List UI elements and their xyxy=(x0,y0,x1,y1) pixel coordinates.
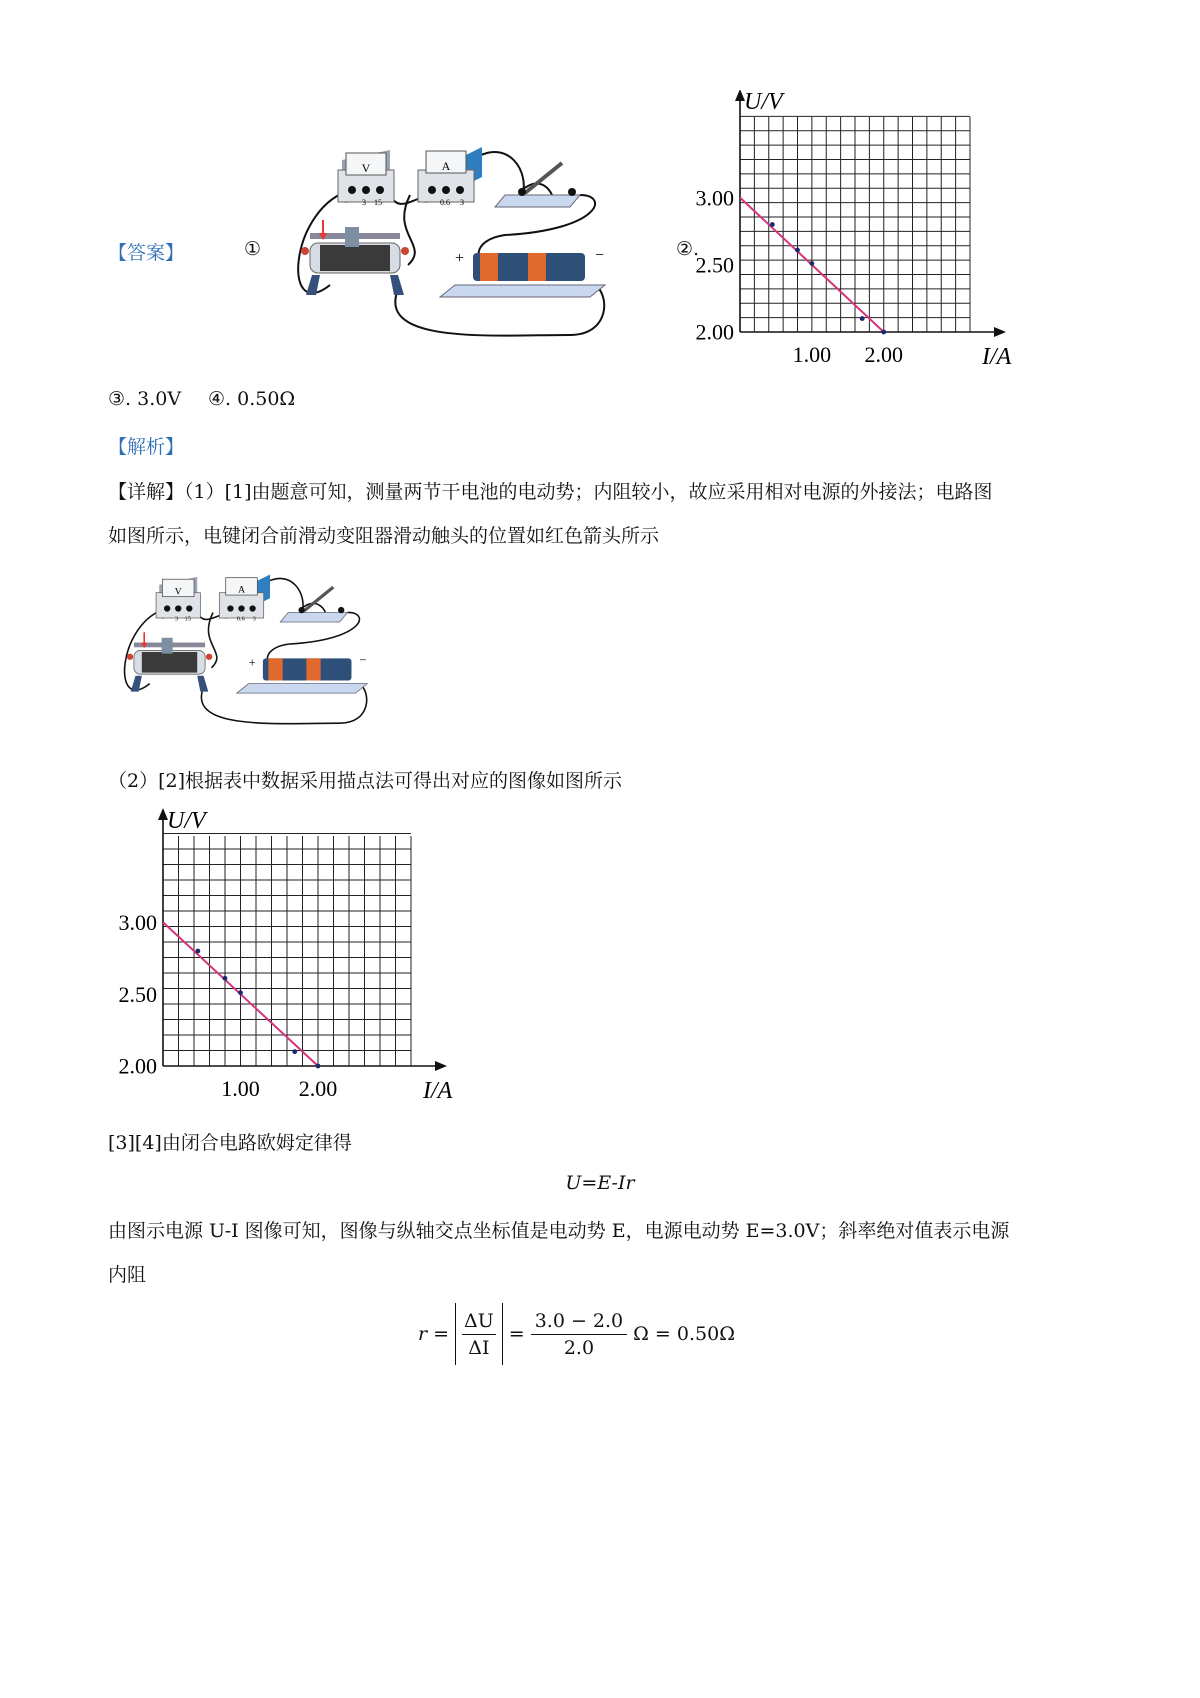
ammeter-terminal-neg-2: − xyxy=(224,615,228,623)
chart1-point-2 xyxy=(809,261,814,266)
para4-line1: 由图示电源 U-I 图像可知，图像与纵轴交点坐标值是电动势 E，电源电动势 E=3.0V；斜率绝对值表示电源 xyxy=(108,1220,1010,1242)
circuit-drawing-2 xyxy=(125,574,368,723)
circuit-drawing xyxy=(298,147,605,336)
ammeter-terminal-3: 3 xyxy=(460,198,464,207)
chart2-grid xyxy=(163,834,411,1067)
chart2-xtick-1: 2.00 xyxy=(298,1076,338,1100)
chart1-point-1 xyxy=(795,248,800,253)
formula-rest: Ω = 0.50Ω xyxy=(633,1323,735,1345)
chart2-ylabel: U/V xyxy=(167,808,206,834)
chart1-xlabel: I/A xyxy=(982,344,1012,370)
detail-label: 【详解】 xyxy=(108,481,185,503)
chart1-axes xyxy=(735,90,1006,337)
para1-line2: 如图所示，电键闭合前滑动变阻器滑动触头的位置如红色箭头所示 xyxy=(108,525,660,547)
formula-num1: ΔU xyxy=(462,1310,496,1335)
voltmeter-terminal-15: 15 xyxy=(374,198,382,207)
para4-line2: 内阻 xyxy=(108,1264,147,1286)
ui-chart-1 xyxy=(688,90,1018,370)
battery-minus-2: − xyxy=(359,652,367,667)
voltmeter-terminal-3: 3 xyxy=(362,198,366,207)
formula-den2: 2.0 xyxy=(563,1336,595,1359)
battery-plus-2: + xyxy=(248,655,256,670)
ammeter-label: A xyxy=(441,159,451,173)
battery-minus: − xyxy=(595,247,605,264)
chart2-x-arrow xyxy=(435,1061,447,1071)
ammeter-terminal-3-2: 3 xyxy=(252,615,256,623)
para3: [3][4]由闭合电路欧姆定律得 xyxy=(108,1132,352,1154)
chart1-x-arrow xyxy=(994,327,1006,337)
chart2-point-4 xyxy=(316,1064,321,1069)
formula-lhs: r = xyxy=(418,1323,450,1345)
formula-den1: ΔI xyxy=(468,1336,490,1359)
para2: （2）[2]根据表中数据采用描点法可得出对应的图像如图所示 xyxy=(108,770,623,792)
chart2-xtick-0: 1.00 xyxy=(221,1076,260,1100)
chart1-point-0 xyxy=(770,222,775,227)
chart1-point-3 xyxy=(860,316,865,321)
chart2-point-2 xyxy=(238,990,243,995)
answer-mark-1: ① xyxy=(244,238,262,260)
answer-label: 【答案】 xyxy=(108,242,185,264)
chart2-ytick-0: 3.00 xyxy=(118,909,157,935)
chart2-point-0 xyxy=(195,949,200,954)
voltmeter-label: V xyxy=(361,161,371,175)
ammeter-terminal-06-2: 0.6 xyxy=(236,615,245,623)
chart1-xtick-0: 1.00 xyxy=(792,342,832,367)
battery-plus: + xyxy=(455,250,465,267)
voltmeter-label-2: V xyxy=(174,587,182,598)
para1-line1: （1）[1]由题意可知，测量两节干电池的电动势；内阻较小，故应采用相对电源的外接法；电路图 xyxy=(184,481,993,503)
chart2-ytick-1: 2.50 xyxy=(118,981,157,1007)
answer-mark-4: ④. 0.50Ω xyxy=(208,388,296,410)
chart2-point-3 xyxy=(292,1049,297,1054)
resistance-formula xyxy=(418,1302,735,1366)
chart1-ytick-2: 2.00 xyxy=(695,319,734,345)
voltmeter-terminal-neg: − xyxy=(344,198,349,207)
analysis-label: 【解析】 xyxy=(108,436,185,458)
answer-mark-2: ②. xyxy=(676,238,700,260)
chart2-xlabel: I/A xyxy=(423,1078,453,1100)
formula-num2: 3.0 − 2.0 xyxy=(531,1310,627,1335)
ammeter-terminal-06: 0.6 xyxy=(440,198,450,207)
chart1-xticks xyxy=(793,342,903,367)
chart2-xticks xyxy=(221,1076,337,1100)
answer-mark-3: ③. 3.0V xyxy=(108,388,182,410)
voltmeter-terminal-15-2: 15 xyxy=(184,615,191,623)
chart1-xtick-1: 2.00 xyxy=(864,342,903,367)
voltmeter-terminal-neg-2: − xyxy=(160,615,165,623)
chart1-ytick-1: 2.50 xyxy=(695,252,734,278)
voltmeter-terminal-3-2: 3 xyxy=(175,615,179,623)
formula-eq: = xyxy=(508,1323,525,1345)
chart1-ylabel: U/V xyxy=(744,90,783,115)
ohm-equation: U=E-Ir xyxy=(565,1172,635,1194)
chart2-ytick-2: 2.00 xyxy=(118,1053,157,1079)
ui-chart-2 xyxy=(108,800,468,1100)
chart2-yticks xyxy=(119,910,158,1079)
ammeter-terminal-neg: − xyxy=(424,198,429,207)
chart1-ytick-0: 3.00 xyxy=(695,185,734,211)
chart1-yticks xyxy=(696,185,735,344)
circuit-diagram-2 xyxy=(108,565,413,743)
ammeter-label-2: A xyxy=(238,585,245,596)
circuit-diagram xyxy=(290,135,650,360)
chart2-point-1 xyxy=(223,976,228,981)
chart1-point-4 xyxy=(881,330,886,335)
